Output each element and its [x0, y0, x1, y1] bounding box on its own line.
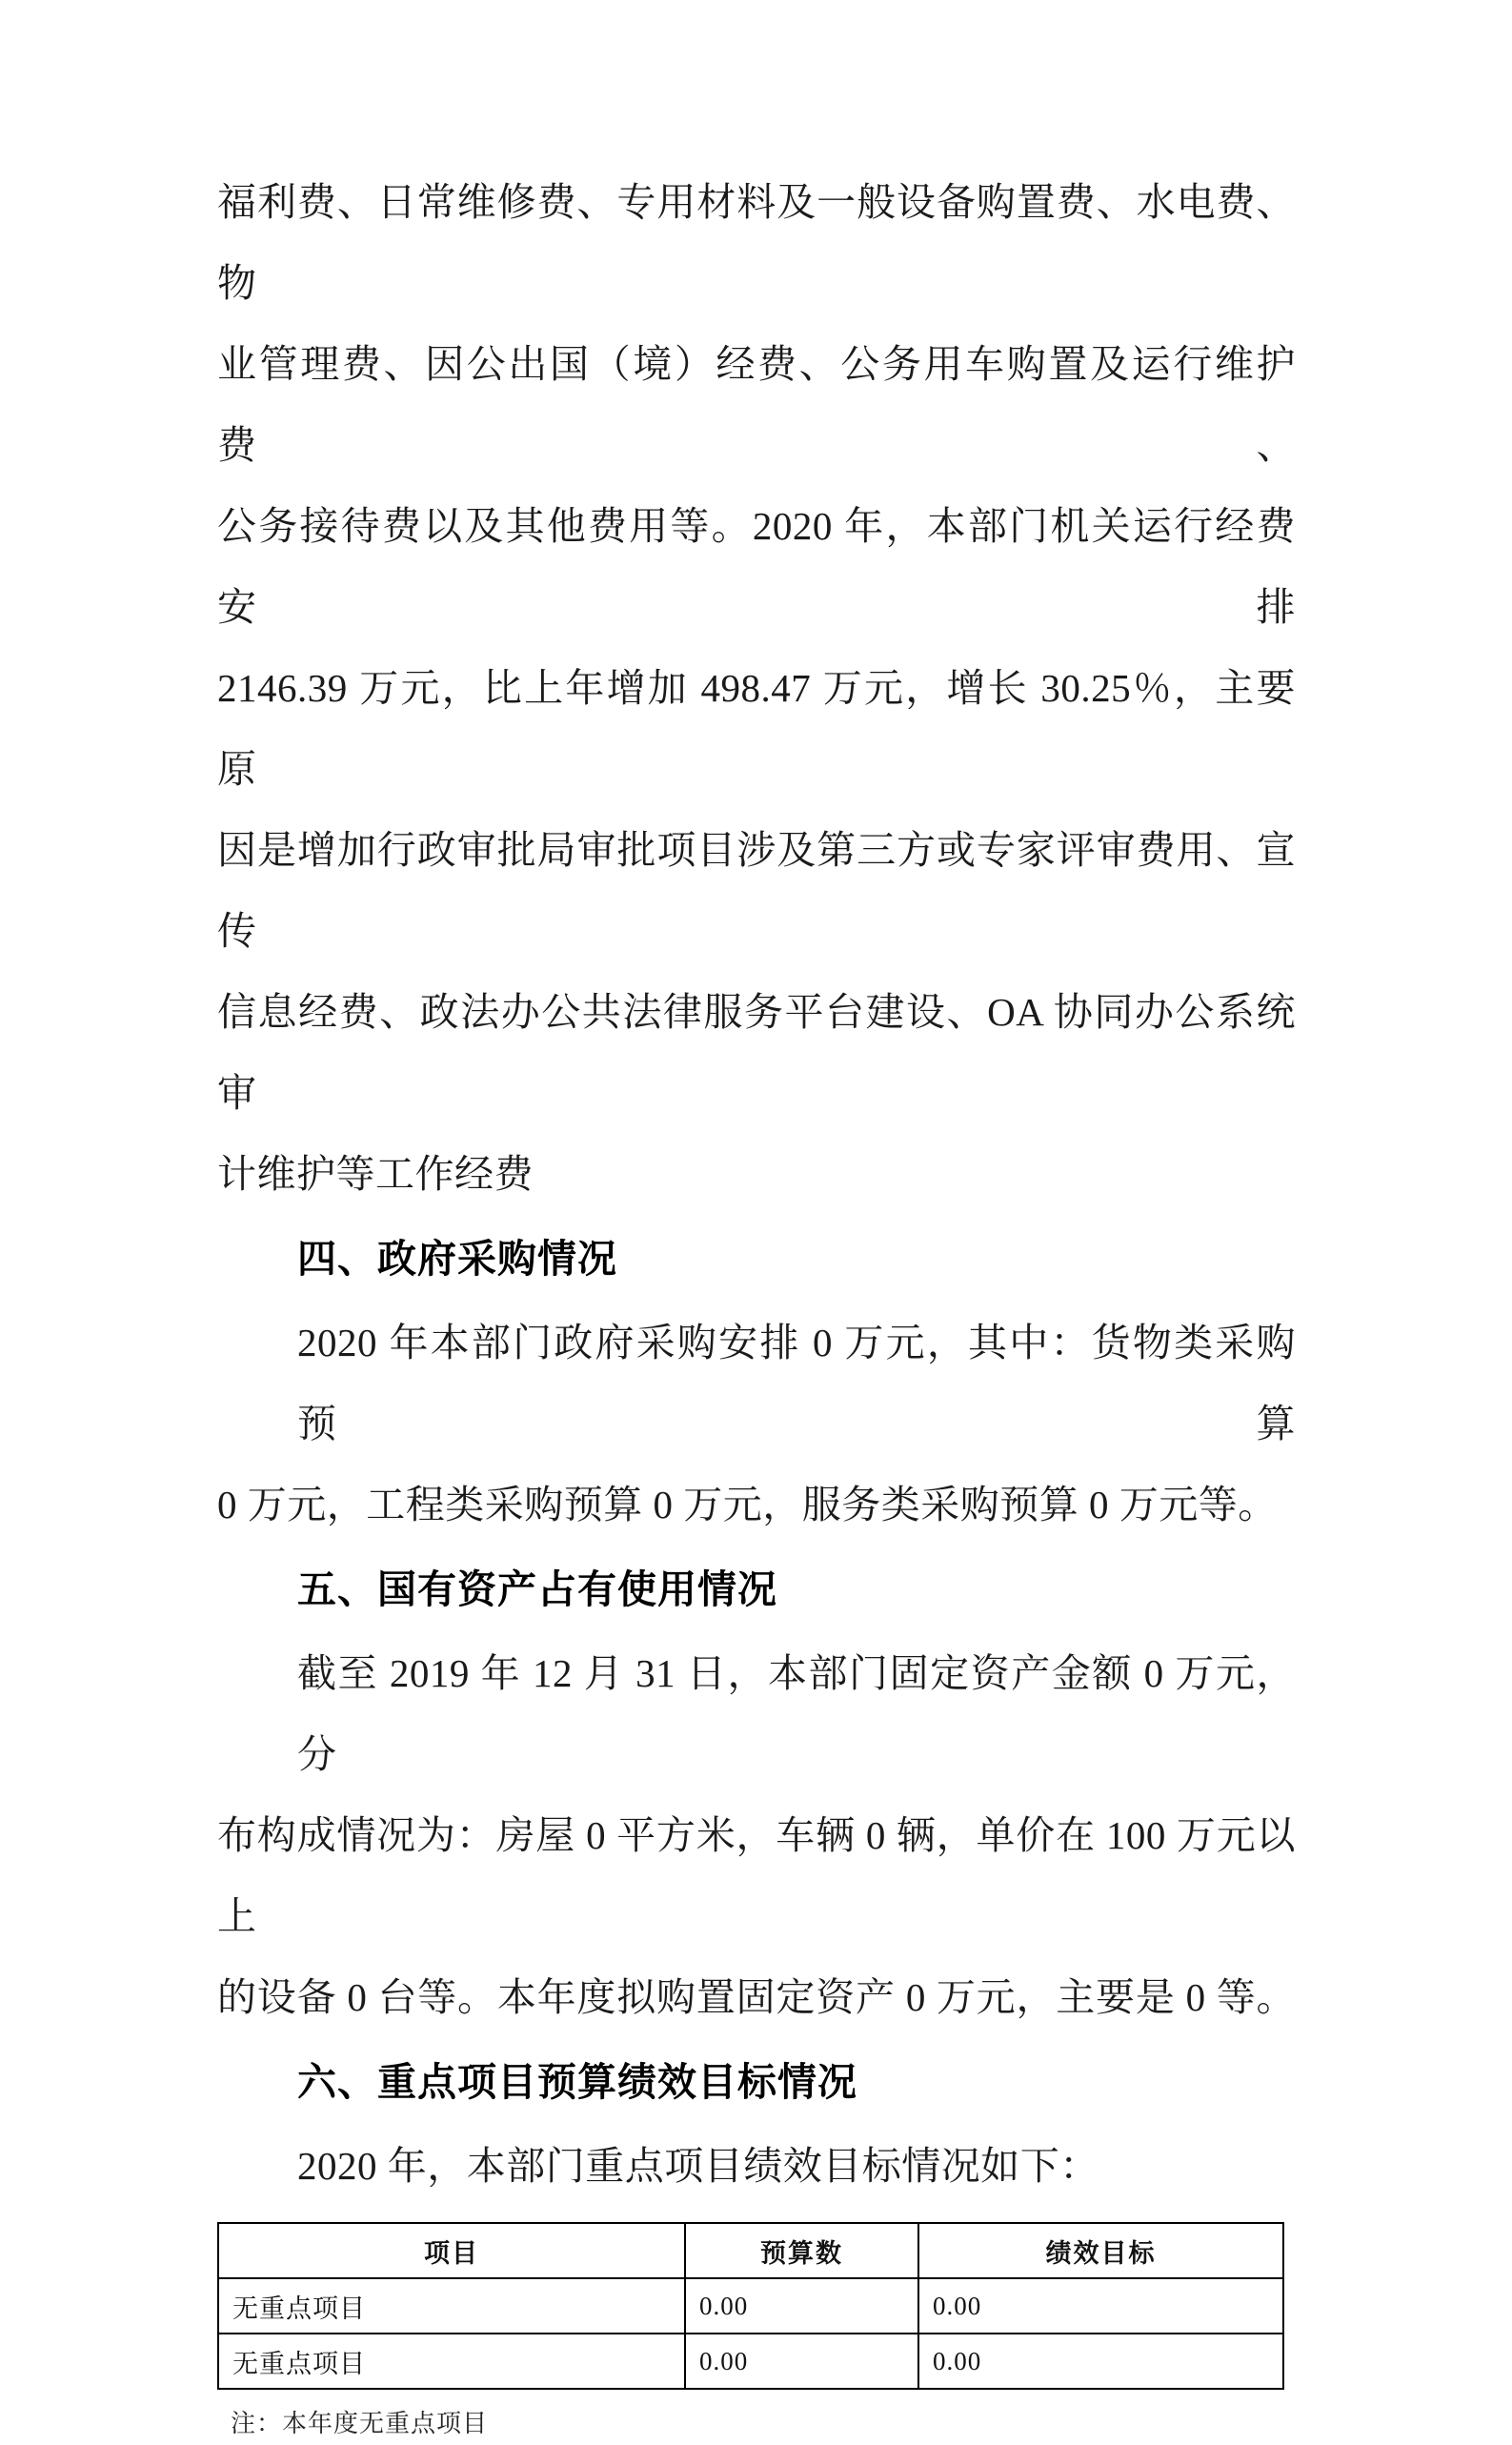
- section-heading-state-owned-assets: 五、国有资产占有使用情况: [297, 1567, 777, 1611]
- body-line: 公务接待费以及其他费用等。2020 年，本部门机关运行经费安排: [217, 504, 1296, 629]
- body-line: 截至 2019 年 12 月 31 日，本部门固定资产金额 0 万元，分: [297, 1651, 1296, 1776]
- paragraph-operating-expenses: [217, 162, 1296, 1215]
- column-header-item: 项目: [218, 2223, 685, 2278]
- paragraph-key-project-performance: [217, 2126, 1296, 2207]
- body-line: 布构成情况为：房屋 0 平方米，车辆 0 辆，单价在 100 万元以上: [217, 1813, 1296, 1938]
- performance-target-table: [217, 2222, 1284, 2390]
- paragraph-government-procurement: [217, 1303, 1296, 1546]
- table-note: 注：本年度无重点项目: [231, 2410, 489, 2437]
- body-line: 福利费、日常维修费、专用材料及一般设备购置费、水电费、物: [217, 180, 1296, 305]
- section-heading-key-project-performance: 六、重点项目预算绩效目标情况: [297, 2060, 857, 2104]
- cell-budget: 0.00: [685, 2278, 918, 2334]
- table-row: [218, 2278, 1283, 2334]
- cell-budget: 0.00: [685, 2334, 918, 2389]
- cell-item: 无重点项目: [218, 2334, 685, 2389]
- body-line: 因是增加行政审批局审批项目涉及第三方或专家评审费用、宣传: [217, 828, 1296, 953]
- cell-item: 无重点项目: [218, 2278, 685, 2334]
- table-header-row: [218, 2223, 1283, 2278]
- body-line: 业管理费、因公出国（境）经费、公务用车购置及运行维护费、: [217, 342, 1296, 467]
- column-header-target: 绩效目标: [918, 2223, 1283, 2278]
- cell-target: 0.00: [918, 2334, 1283, 2389]
- body-line: 2020 年本部门政府采购安排 0 万元，其中：货物类采购预算: [297, 1321, 1296, 1445]
- table-row: [218, 2334, 1283, 2389]
- body-line: 计维护等工作经费: [217, 1152, 534, 1196]
- body-line: 的设备 0 台等。本年度拟购置固定资产 0 万元，主要是 0 等。: [217, 1975, 1296, 2019]
- section-heading-government-procurement: 四、政府采购情况: [297, 1237, 617, 1281]
- body-line: 0 万元，工程类采购预算 0 万元，服务类采购预算 0 万元等。: [217, 1483, 1278, 1526]
- page-content: [217, 162, 1296, 2445]
- cell-target: 0.00: [918, 2278, 1283, 2334]
- body-line: 2020 年，本部门重点项目绩效目标情况如下：: [297, 2144, 1099, 2188]
- body-line: 2146.39 万元，比上年增加 498.47 万元，增长 30.25％，主要原: [217, 666, 1296, 791]
- column-header-budget: 预算数: [685, 2223, 918, 2278]
- body-line: 信息经费、政法办公共法律服务平台建设、OA 协同办公系统审: [217, 990, 1296, 1115]
- paragraph-state-owned-assets: [217, 1633, 1296, 2038]
